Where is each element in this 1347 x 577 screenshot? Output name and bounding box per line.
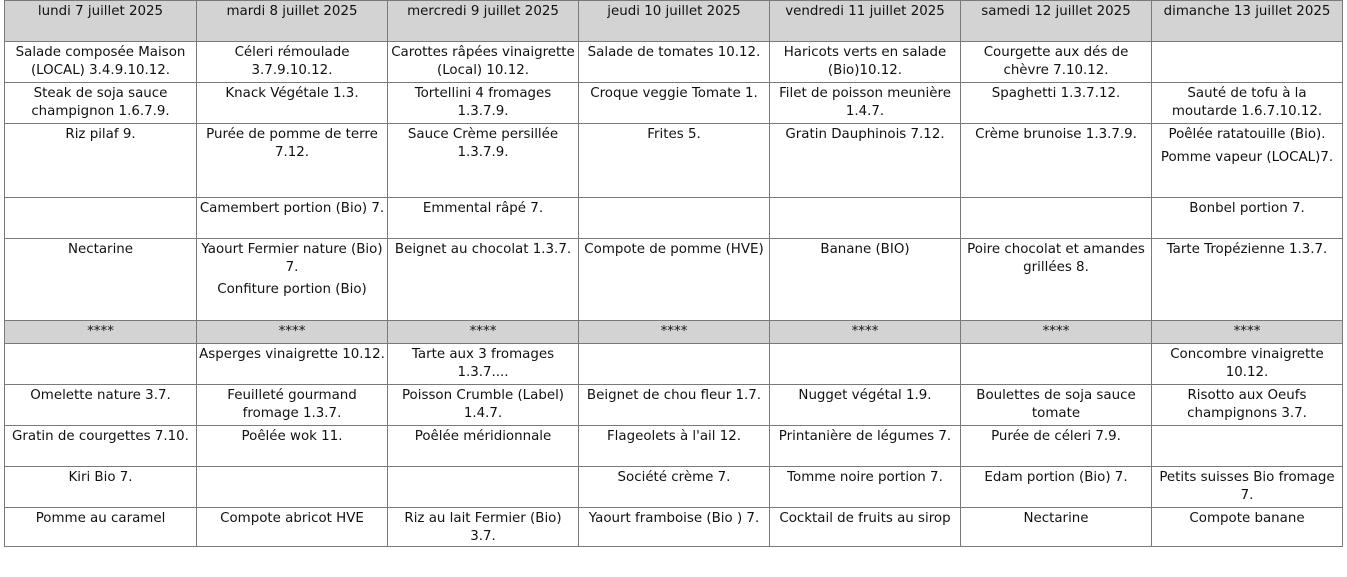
menu-cell: Beignet de chou fleur 1.7. — [579, 385, 770, 426]
menu-cell: Salade de tomates 10.12. — [579, 42, 770, 83]
menu-cell: Gratin de courgettes 7.10. — [5, 426, 197, 467]
menu-cell: Knack Végétale 1.3. — [197, 83, 388, 124]
menu-cell: Carottes râpées vinaigrette (Local) 10.12. — [388, 42, 579, 83]
menu-cell: Boulettes de soja sauce tomate — [961, 385, 1152, 426]
menu-cell — [388, 467, 579, 508]
menu-cell: Céleri rémoulade 3.7.9.10.12. — [197, 42, 388, 83]
menu-cell: Nectarine — [961, 508, 1152, 547]
menu-row-evening-dessert — [5, 508, 1343, 547]
menu-cell: Emmental râpé 7. — [388, 198, 579, 239]
menu-cell: Banane (BIO) — [770, 239, 961, 321]
menu-cell: Crème brunoise 1.3.7.9. — [961, 124, 1152, 198]
menu-cell: Compote banane — [1152, 508, 1343, 547]
menu-row-side — [5, 124, 1343, 198]
menu-cell: Beignet au chocolat 1.3.7. — [388, 239, 579, 321]
menu-cell: Compote de pomme (HVE) — [579, 239, 770, 321]
menu-cell: Frites 5. — [579, 124, 770, 198]
menu-cell: Pomme au caramel — [5, 508, 197, 547]
menu-cell: Yaourt framboise (Bio ) 7. — [579, 508, 770, 547]
menu-row-cheese — [5, 198, 1343, 239]
menu-cell: Bonbel portion 7. — [1152, 198, 1343, 239]
menu-cell — [1152, 124, 1343, 198]
day-header: jeudi 10 juillet 2025 — [579, 1, 770, 42]
menu-cell: Sauté de tofu à la moutarde 1.6.7.10.12. — [1152, 83, 1343, 124]
menu-cell: Steak de soja sauce champignon 1.6.7.9. — [5, 83, 197, 124]
menu-cell: Poisson Crumble (Label) 1.4.7. — [388, 385, 579, 426]
separator-cell: **** — [961, 321, 1152, 344]
menu-cell: Asperges vinaigrette 10.12. — [197, 344, 388, 385]
separator-cell: **** — [388, 321, 579, 344]
menu-cell: Cocktail de fruits au sirop — [770, 508, 961, 547]
menu-cell — [961, 344, 1152, 385]
menu-item: Confiture portion (Bio) — [217, 282, 367, 297]
menu-cell: Purée de pomme de terre 7.12. — [197, 124, 388, 198]
menu-cell: Salade composée Maison (LOCAL) 3.4.9.10.12. — [5, 42, 197, 83]
menu-cell: Tarte aux 3 fromages 1.3.7.... — [388, 344, 579, 385]
menu-cell: Feuilleté gourmand fromage 1.3.7. — [197, 385, 388, 426]
menu-row-evening-main — [5, 385, 1343, 426]
menu-cell — [579, 344, 770, 385]
day-header: vendredi 11 juillet 2025 — [770, 1, 961, 42]
menu-cell: Compote abricot HVE — [197, 508, 388, 547]
menu-cell — [770, 344, 961, 385]
menu-cell: Société crème 7. — [579, 467, 770, 508]
menu-cell: Courgette aux dés de chèvre 7.10.12. — [961, 42, 1152, 83]
menu-item: Poêlée ratatouille (Bio). — [1168, 127, 1326, 142]
menu-cell: Sauce Crème persillée 1.3.7.9. — [388, 124, 579, 198]
menu-cell: Spaghetti 1.3.7.12. — [961, 83, 1152, 124]
menu-cell — [1152, 426, 1343, 467]
day-header: lundi 7 juillet 2025 — [5, 1, 197, 42]
menu-cell — [197, 467, 388, 508]
day-header: mardi 8 juillet 2025 — [197, 1, 388, 42]
header-row — [5, 1, 1343, 42]
menu-cell: Riz au lait Fermier (Bio) 3.7. — [388, 508, 579, 547]
menu-cell: Printanière de légumes 7. — [770, 426, 961, 467]
menu-cell — [197, 239, 388, 321]
menu-row-dessert — [5, 239, 1343, 321]
menu-cell: Kiri Bio 7. — [5, 467, 197, 508]
menu-cell: Flageolets à l'ail 12. — [579, 426, 770, 467]
menu-cell: Omelette nature 3.7. — [5, 385, 197, 426]
menu-cell: Concombre vinaigrette 10.12. — [1152, 344, 1343, 385]
menu-cell: Risotto aux Oeufs champignons 3.7. — [1152, 385, 1343, 426]
menu-cell: Croque veggie Tomate 1. — [579, 83, 770, 124]
menu-row-evening-cheese — [5, 467, 1343, 508]
menu-cell: Poêlée wok 11. — [197, 426, 388, 467]
menu-row-evening-side — [5, 426, 1343, 467]
menu-cell — [5, 198, 197, 239]
separator-row — [5, 321, 1343, 344]
menu-cell: Petits suisses Bio fromage 7. — [1152, 467, 1343, 508]
menu-cell: Gratin Dauphinois 7.12. — [770, 124, 961, 198]
separator-cell: **** — [5, 321, 197, 344]
menu-row-starter — [5, 42, 1343, 83]
menu-cell — [770, 198, 961, 239]
menu-cell — [5, 344, 197, 385]
menu-cell — [961, 198, 1152, 239]
menu-cell: Nectarine — [5, 239, 197, 321]
weekly-menu-table — [4, 0, 1343, 547]
menu-cell: Haricots verts en salade (Bio)10.12. — [770, 42, 961, 83]
menu-cell: Tomme noire portion 7. — [770, 467, 961, 508]
menu-cell: Tarte Tropézienne 1.3.7. — [1152, 239, 1343, 321]
menu-row-main — [5, 83, 1343, 124]
menu-item: Yaourt Fermier nature (Bio) 7. — [201, 242, 383, 275]
day-header: mercredi 9 juillet 2025 — [388, 1, 579, 42]
separator-cell: **** — [197, 321, 388, 344]
menu-cell — [579, 198, 770, 239]
menu-cell: Nugget végétal 1.9. — [770, 385, 961, 426]
separator-cell: **** — [1152, 321, 1343, 344]
day-header: samedi 12 juillet 2025 — [961, 1, 1152, 42]
day-header: dimanche 13 juillet 2025 — [1152, 1, 1343, 42]
menu-cell — [1152, 42, 1343, 83]
menu-cell: Edam portion (Bio) 7. — [961, 467, 1152, 508]
menu-cell: Poire chocolat et amandes grillées 8. — [961, 239, 1152, 321]
menu-item: Pomme vapeur (LOCAL)7. — [1160, 149, 1334, 165]
menu-row-evening-starter — [5, 344, 1343, 385]
separator-cell: **** — [579, 321, 770, 344]
menu-cell: Camembert portion (Bio) 7. — [197, 198, 388, 239]
menu-cell: Riz pilaf 9. — [5, 124, 197, 198]
menu-cell: Purée de céleri 7.9. — [961, 426, 1152, 467]
menu-cell: Tortellini 4 fromages 1.3.7.9. — [388, 83, 579, 124]
separator-cell: **** — [770, 321, 961, 344]
menu-cell: Poêlée méridionnale — [388, 426, 579, 467]
menu-cell: Filet de poisson meunière 1.4.7. — [770, 83, 961, 124]
